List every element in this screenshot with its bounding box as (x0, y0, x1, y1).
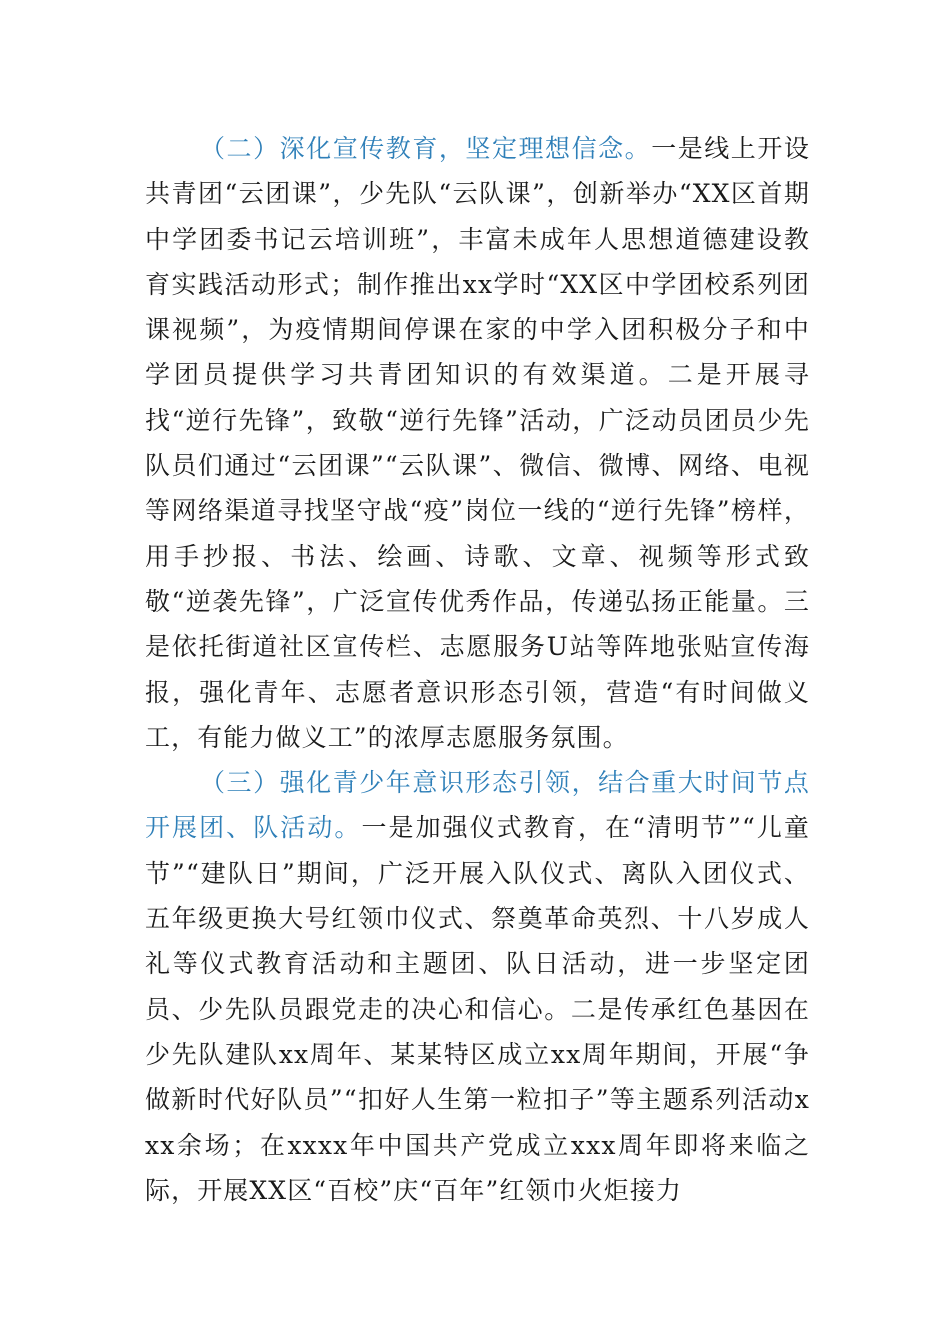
section-2-body: 一是线上开设共青团“云团课”，少先队“云队课”，创新举办“XX区首期中学团委书记云培训班”，丰富未成年人思想道德建设教育实践活动形式；制作推出xx学时“XX区中学团校系列团课视频”，为疫情期间停课在家的中学入团积极分子和中学团员提供学习共青团知识的有效渠道。二是开展寻找“逆行先锋”，致敬“逆行先锋”活动，广泛动员团员少先队员们通过“云团课”“云队课”、微信、微博、网络、电视等网络渠道寻找坚守战“疫”岗位一线的“逆行先锋”榜样，用手抄报、书法、绘画、诗歌、文章、视频等形式致敬“逆袭先锋”，广泛宣传优秀作品，传递弘扬正能量。三是依托街道社区宣传栏、志愿服务U站等阵地张贴宣传海报，强化青年、志愿者意识形态引领，营造“有时间做义工，有能力做义工”的浓厚志愿服务氛围。 (145, 134, 810, 752)
paragraph-section-3 (145, 760, 810, 1213)
section-3-heading: （三）强化青少年意识形态引领，结合重大时间节点开展团、队活动。 (145, 768, 810, 843)
paragraph-section-2 (145, 126, 810, 760)
section-2-heading: （二）深化宣传教育，坚定理想信念。 (200, 134, 652, 163)
document-body (145, 126, 810, 1213)
section-3-body: 一是加强仪式教育，在“清明节”“儿童节”“建队日”期间，广泛开展入队仪式、离队入团仪式、五年级更换大号红领巾仪式、祭奠革命英烈、十八岁成人礼等仪式教育活动和主题团、队日活动，进一步坚定团员、少先队员跟党走的决心和信心。二是传承红色基因在少先队建队xx周年、某某特区成立xx周年期间，开展“争做新时代好队员”“扣好人生第一粒扣子”等主题系列活动xxx余场；在xxxx年中国共产党成立xxx周年即将来临之际，开展XX区“百校”庆“百年”红领巾火炬接力 (145, 813, 810, 1205)
